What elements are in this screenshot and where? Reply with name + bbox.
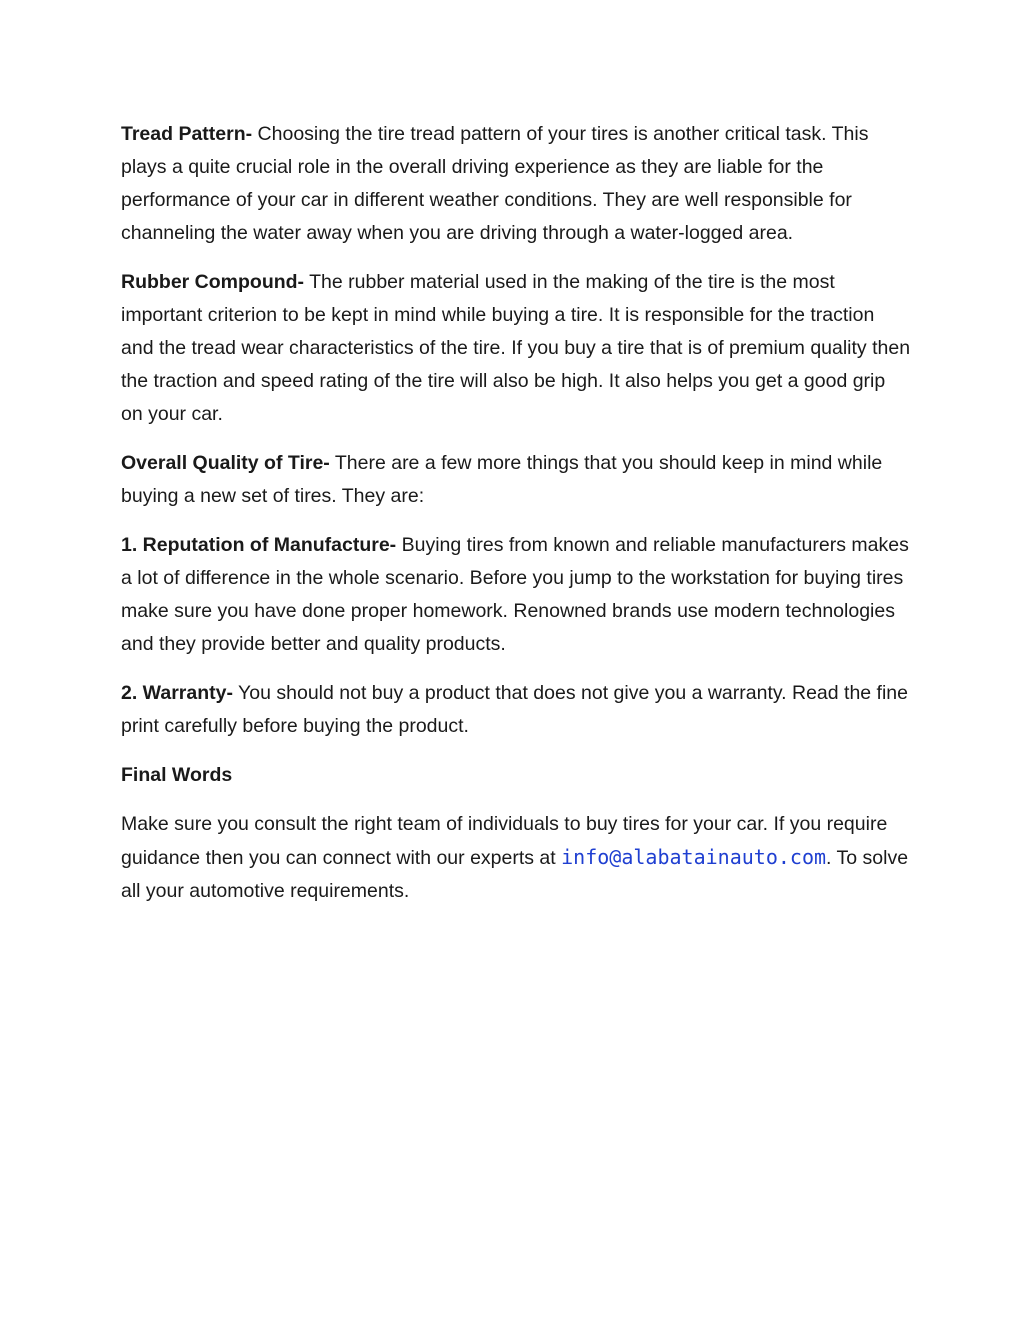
paragraph-overall-quality xyxy=(121,447,911,513)
paragraph-text: Buying tires from known and reliable manufacturers makes a lot of difference in the whole scenario. Before you jump to the workstation for buying tires make sure you have done proper homework. Renowned brands use modern technologies and they provide better and quality products. xyxy=(121,534,909,655)
final-text-after: . To solve all your automotive requirements. xyxy=(121,847,909,902)
final-text-before: Make sure you consult the right team of individuals to buy tires for your car. If you require guidance then you can connect with our experts at xyxy=(121,813,888,869)
paragraph-text: You should not buy a product that does not give you a warranty. Read the fine print carefully before buying the product. xyxy=(121,682,909,737)
paragraph-text: Choosing the tire tread pattern of your tires is another critical task. This plays a quite crucial role in the overall driving experience as they are liable for the performance of your car in different weather conditions. They are well responsible for channeling the water away when you are driving through a water-logged area. xyxy=(121,123,869,244)
paragraph-rubber-compound xyxy=(121,266,911,431)
paragraph-label: 1. Reputation of Manufacture- xyxy=(121,534,397,556)
paragraph-reputation xyxy=(121,529,911,661)
paragraph-label: 2. Warranty- xyxy=(121,682,233,704)
paragraph-label: Overall Quality of Tire- xyxy=(121,452,330,474)
paragraph-label: Tread Pattern- xyxy=(121,123,253,145)
final-words-paragraph xyxy=(121,808,911,908)
paragraph-text: The rubber material used in the making of the tire is the most important criterion to be kept in mind while buying a tire. It is responsible for the traction and the tread wear characteristics of the tire. If you buy a tire that is of premium quality then the traction and speed rating of the tire will also be high. It also helps you get a good grip on your car. xyxy=(121,271,911,425)
document-body xyxy=(121,118,911,924)
final-words-heading: Final Words xyxy=(121,764,233,786)
paragraph-text: There are a few more things that you should keep in mind while buying a new set of tires. They are: xyxy=(121,452,883,507)
email-link[interactable]: info@alabatainauto.com xyxy=(561,845,827,869)
paragraph-warranty xyxy=(121,677,911,743)
paragraph-tread-pattern xyxy=(121,118,911,250)
paragraph-label: Rubber Compound- xyxy=(121,271,305,293)
